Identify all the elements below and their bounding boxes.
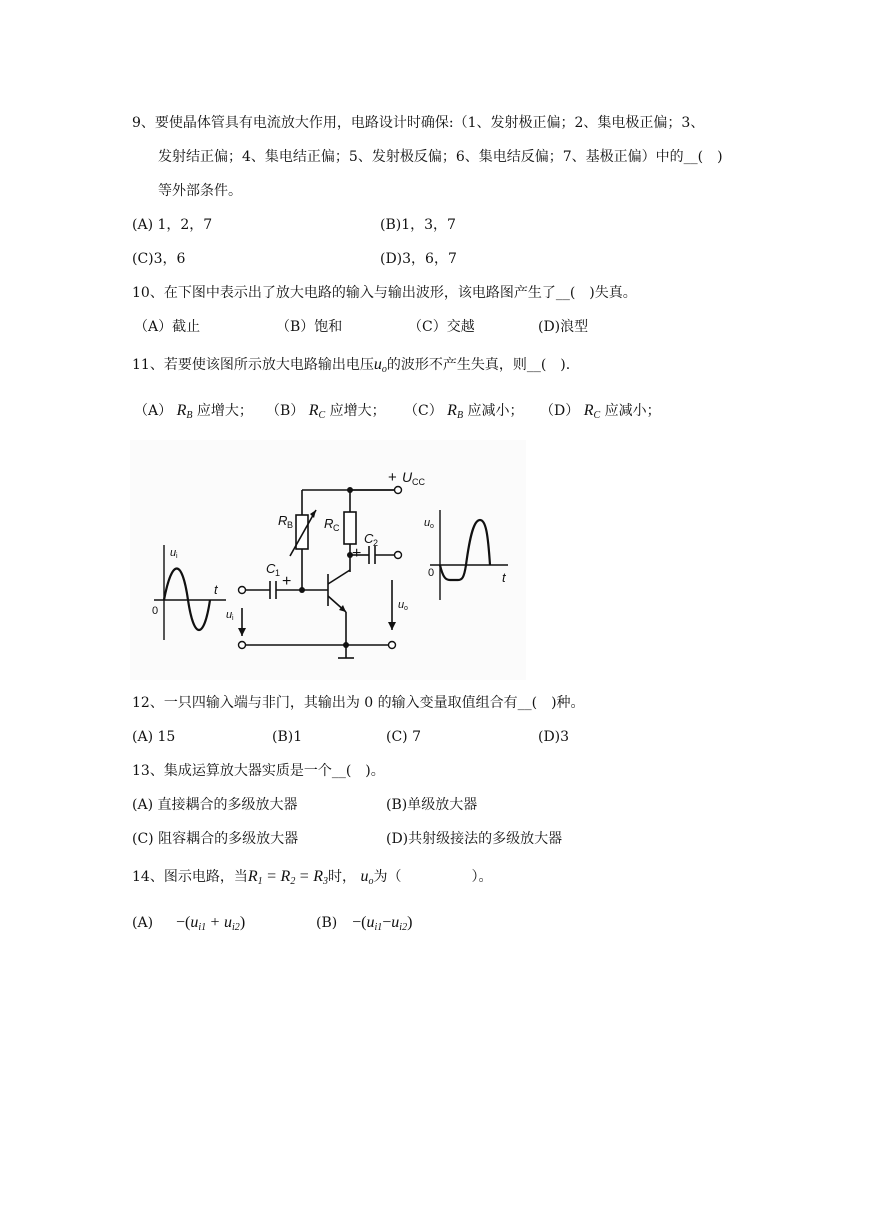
q14-option-b-open: −( xyxy=(352,914,367,931)
ucc-label-sub: CC xyxy=(412,477,425,487)
q14-option-b-op: − xyxy=(382,914,392,931)
q14-option-a-u1: u xyxy=(190,914,199,931)
q10-option-a: （A）截止 xyxy=(134,319,201,335)
q14-suffix: 为（ ）。 xyxy=(373,869,493,885)
q14-option-a-u2: u xyxy=(224,914,233,931)
q11-option-b-sym: R xyxy=(308,402,319,419)
q11-option-a-prefix: （A） xyxy=(134,403,173,419)
q14-r2: R xyxy=(280,868,291,885)
q14-option-a-u1-sub: i1 xyxy=(198,922,207,933)
q14-r2-sub: 2 xyxy=(290,876,296,887)
q13-option-c: (C) 阻容耦合的多级放大器 xyxy=(132,831,299,847)
q14-r3-sub: 3 xyxy=(323,876,329,887)
q14-option-a-open: −( xyxy=(175,914,191,931)
q13-option-b: (B)单级放大器 xyxy=(386,797,478,813)
q13-option-a: (A) 直接耦合的多级放大器 xyxy=(132,797,298,813)
q11-var-sub: o xyxy=(381,364,387,375)
q11-option-c-sub: B xyxy=(456,410,464,421)
q14-option-b-label: (B) xyxy=(316,915,338,931)
c2-label: C xyxy=(364,531,374,546)
q11-option-b-prefix: （B） xyxy=(266,403,305,419)
q13-option-d: (D)共射级接法的多级放大器 xyxy=(386,831,563,847)
q14-prefix: 14、图示电路，当 xyxy=(132,869,248,885)
q9-line3: 等外部条件。 xyxy=(158,183,242,199)
q11-option-c-text: 应减小； xyxy=(467,403,524,419)
q11-option-d-sym: R xyxy=(583,402,594,419)
rb-label-sub: B xyxy=(287,520,294,530)
q11-text-before: 11、若要使该图所示放大电路输出电压 xyxy=(132,357,374,373)
ucc-label: U xyxy=(402,469,413,485)
q11-option-d-text: 应减小； xyxy=(604,403,661,419)
q10-option-d: (D)浪型 xyxy=(538,319,589,335)
q11-option-b xyxy=(266,402,386,425)
rc-label: R xyxy=(324,516,334,531)
q11-option-b-sub: C xyxy=(318,410,326,421)
output-graph-u-label-sub: o xyxy=(430,523,434,530)
c1-plus: + xyxy=(282,573,292,590)
q14-uo-sub: o xyxy=(368,876,374,887)
q14-option-b xyxy=(316,914,412,937)
q14-text xyxy=(132,868,493,891)
output-uo-label-sub: o xyxy=(404,605,408,612)
q11-text xyxy=(132,356,570,379)
q14-option-b-u1-sub: i1 xyxy=(374,922,383,933)
q11-var: u xyxy=(373,356,382,373)
q14-r3: R xyxy=(313,868,324,885)
output-graph-u-label: u xyxy=(424,517,431,529)
c2-label-sub: 2 xyxy=(373,538,379,548)
rb-label: R xyxy=(278,513,288,528)
output-graph-t-label: t xyxy=(502,570,506,585)
q10-option-b: （B）饱和 xyxy=(276,319,343,335)
input-graph-u-label-sub: i xyxy=(176,553,178,560)
q10-option-c: （C）交越 xyxy=(408,319,475,335)
q12-text: 12、一只四输入端与非门，其输出为 0 的输入变量取值组合有__( )种。 xyxy=(132,695,585,711)
q14-option-a-op: + xyxy=(210,914,220,931)
q11-option-a xyxy=(134,402,253,425)
q14-uo: u xyxy=(360,868,369,885)
q11-option-c-sym: R xyxy=(447,402,457,419)
input-graph-zero: 0 xyxy=(152,605,159,617)
q11-option-a-text: 应增大； xyxy=(196,403,253,419)
q14-option-a-u2-sub: i2 xyxy=(232,922,240,933)
q11-option-c xyxy=(404,402,524,425)
q11-option-a-sub: B xyxy=(186,410,193,421)
c1-label: C xyxy=(266,561,276,576)
q9-option-c: (C)3，6 xyxy=(132,251,186,267)
q9-option-b: (B)1，3，7 xyxy=(380,217,456,233)
q14-option-a-close: ) xyxy=(239,914,246,931)
q14-r1: R xyxy=(247,868,258,885)
q11-option-d-prefix: （D） xyxy=(540,403,580,419)
q11-text-after: 的波形不产生失真，则__( ). xyxy=(386,357,571,373)
input-graph-u-label: u xyxy=(170,547,177,559)
ucc-plus: + xyxy=(388,469,397,486)
q11-option-d xyxy=(540,402,661,425)
q10-text: 10、在下图中表示出了放大电路的输入与输出波形，该电路图产生了__( )失真。 xyxy=(132,285,637,301)
q9-option-a: (A) 1，2，7 xyxy=(132,217,213,233)
q12-option-d: (D)3 xyxy=(538,729,570,745)
output-uo-label: u xyxy=(398,599,405,611)
q9-option-d: (D)3，6，7 xyxy=(380,251,457,267)
q9-line2: 发射结正偏；4、集电结正偏；5、发射极反偏；6、集电结反偏；7、基极正偏）中的__( ) xyxy=(158,149,723,165)
q14-eq-1: = xyxy=(267,868,277,885)
q14-mid: 时， xyxy=(328,869,357,885)
q14-r1-sub: 1 xyxy=(257,876,263,887)
q14-option-b-u1: u xyxy=(366,914,375,931)
q9-line1: 9、要使晶体管具有电流放大作用，电路设计时确保:（1、发射极正偏；2、集电极正偏；3、 xyxy=(132,115,705,131)
q11-option-b-text: 应增大； xyxy=(329,403,386,419)
input-graph-t-label: t xyxy=(214,582,218,597)
output-graph-zero: 0 xyxy=(428,567,435,579)
q11-option-d-sub: C xyxy=(593,410,601,421)
c2-plus: + xyxy=(352,545,362,562)
q14-option-a-label: (A) xyxy=(132,915,154,931)
q12-option-b: (B)1 xyxy=(272,729,303,745)
q14-option-b-u2-sub: i2 xyxy=(399,922,408,933)
q12-option-a: (A) 15 xyxy=(132,729,176,745)
q14-option-b-close: ) xyxy=(407,914,413,931)
c1-label-sub: 1 xyxy=(275,568,281,578)
input-ui-label-sub: i xyxy=(232,615,234,622)
q14-option-a xyxy=(132,914,245,937)
q14-eq-2: = xyxy=(299,868,309,885)
amplifier-circuit-figure xyxy=(130,440,526,680)
q13-text: 13、集成运算放大器实质是一个__( )。 xyxy=(132,763,385,779)
q11-option-c-prefix: （C） xyxy=(404,403,443,419)
q11-option-a-sym: R xyxy=(176,402,187,419)
q14-option-b-u2: u xyxy=(391,914,400,931)
rc-label-sub: C xyxy=(333,523,340,533)
q12-option-c: (C) 7 xyxy=(386,729,421,745)
input-ui-label: u xyxy=(226,609,233,621)
